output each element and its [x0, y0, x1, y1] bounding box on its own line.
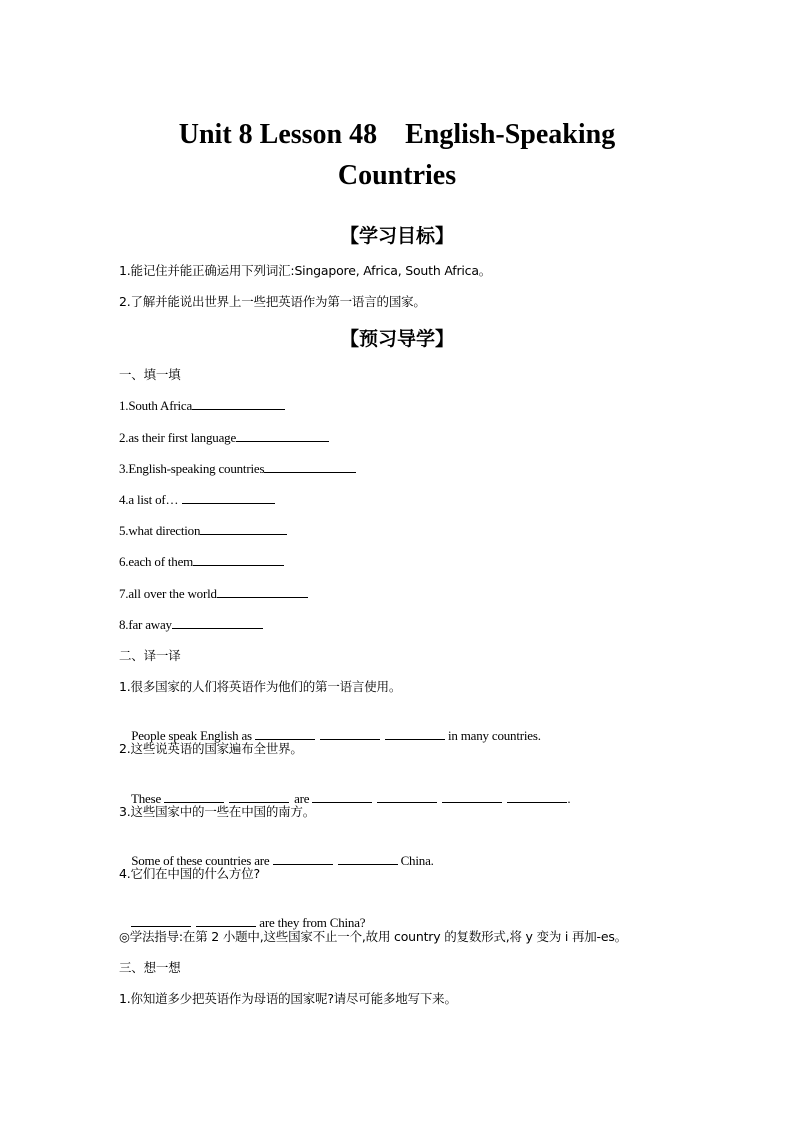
fill-item-3: [119, 460, 356, 478]
translate-q2-chinese: 2.这些说英语的国家遍布全世界。: [119, 741, 303, 756]
fill-item-8: [119, 616, 263, 634]
sentence-text: People speak English as: [131, 728, 255, 743]
fill-item-1: [119, 397, 285, 415]
page-title-line-1: Unit 8 Lesson 48 English-Speaking: [178, 119, 616, 150]
answer-blank[interactable]: [217, 585, 308, 598]
page-title-line-2: Countries: [337, 160, 457, 191]
answer-blank[interactable]: [182, 491, 275, 504]
part-3-label: 三、想一想: [119, 960, 181, 975]
translate-q3-chinese: 3.这些国家中的一些在中国的南方。: [119, 804, 316, 819]
preview-heading: 【预习导学】: [339, 328, 454, 350]
fill-item-2: [119, 429, 329, 447]
answer-blank[interactable]: [193, 553, 284, 566]
objectives-heading: 【学习目标】: [339, 225, 454, 247]
fill-item-7: [119, 585, 308, 603]
sentence-text: are they from China?: [256, 915, 366, 930]
fill-item-text: 4.a list of…: [119, 492, 179, 507]
fill-item-text: 6.each of them: [119, 554, 194, 569]
answer-blank[interactable]: [131, 914, 191, 927]
fill-item-text: 2.as their first language: [119, 430, 237, 445]
translate-q1-chinese: 1.很多国家的人们将英语作为他们的第一语言使用。: [119, 679, 402, 694]
sentence-text: These: [130, 791, 165, 806]
objective-1: 1.能记住并能正确运用下列词汇:Singapore, Africa, South Africa。: [119, 263, 492, 278]
answer-blank[interactable]: [255, 727, 315, 740]
answer-blank[interactable]: [385, 727, 445, 740]
answer-blank[interactable]: [264, 460, 356, 473]
fill-item-text: 5.what direction: [119, 523, 201, 538]
answer-blank[interactable]: [377, 790, 437, 803]
sentence-text: in many countries.: [444, 728, 541, 743]
answer-blank[interactable]: [442, 790, 502, 803]
answer-blank[interactable]: [320, 727, 380, 740]
answer-blank[interactable]: [200, 522, 287, 535]
part-2-label: 二、译一译: [119, 648, 181, 663]
objective-2: 2.了解并能说出世界上一些把英语作为第一语言的国家。: [119, 294, 426, 309]
fill-item-text: 3.English-speaking countries: [119, 461, 265, 476]
answer-blank[interactable]: [172, 616, 263, 629]
fill-item-text: 8.far away: [119, 617, 172, 632]
answer-blank[interactable]: [196, 914, 256, 927]
answer-blank[interactable]: [229, 790, 289, 803]
answer-blank[interactable]: [338, 852, 398, 865]
part-1-label: 一、填一填: [119, 367, 181, 382]
fill-item-text: 7.all over the world: [119, 586, 217, 601]
fill-item-5: [119, 522, 287, 540]
study-tip: ◎学法指导:在第 2 小题中,这些国家不止一个,故用 country 的复数形式,将 y 变为 i 再加-es。: [119, 929, 627, 944]
answer-blank[interactable]: [273, 852, 333, 865]
translate-q4-chinese: 4.它们在中国的什么方位?: [119, 866, 260, 881]
think-question-1: 1.你知道多少把英语作为母语的国家呢?请尽可能多地写下来。: [119, 991, 457, 1006]
answer-blank[interactable]: [312, 790, 372, 803]
sentence-text: .: [567, 791, 571, 806]
answer-blank[interactable]: [507, 790, 567, 803]
fill-item-text: 1.South Africa: [119, 398, 193, 413]
sentence-text: China.: [397, 853, 434, 868]
sentence-text: Some of these countries are: [131, 853, 273, 868]
answer-blank[interactable]: [192, 397, 285, 410]
fill-item-6: [119, 553, 284, 571]
sentence-text: are: [294, 791, 313, 806]
answer-blank[interactable]: [236, 429, 329, 442]
fill-item-4: [119, 491, 275, 509]
answer-blank[interactable]: [164, 790, 224, 803]
